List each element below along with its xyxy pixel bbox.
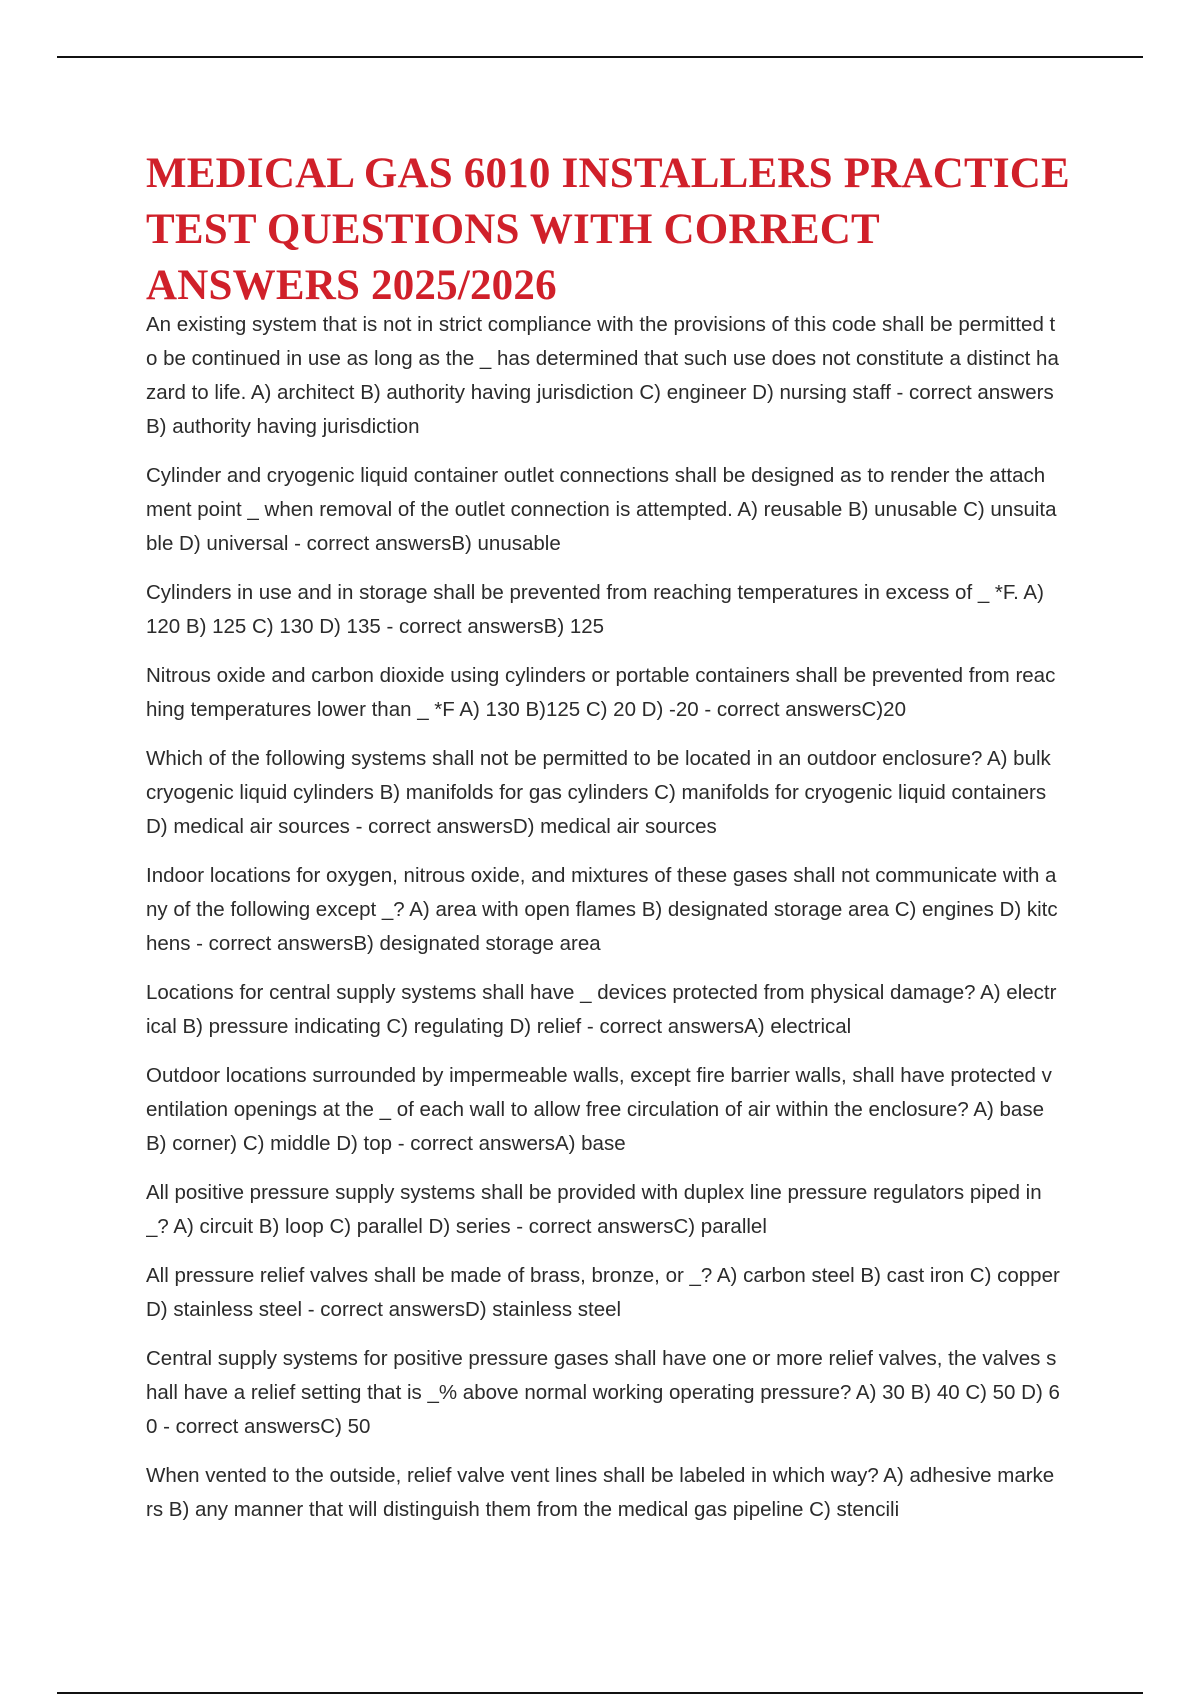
question-item: Central supply systems for positive pressure gases shall have one or more relief valves, the valves shall have a relief setting that is _% above normal working operating pressure? A) 30 B) 40 C) 50 D) 60 - correct answersC) 50 [146, 1347, 1060, 1438]
footer-rule [57, 1692, 1143, 1694]
page-title: MEDICAL GAS 6010 INSTALLERS PRACTICE TEST QUESTIONS WITH CORRECT ANSWERS 2025/2026 [146, 150, 1070, 309]
header-rule [57, 56, 1143, 58]
question-item: Which of the following systems shall not be permitted to be located in an outdoor enclosure? A) bulk cryogenic liquid cylinders B) manifolds for gas cylinders C) manifolds for cryogenic liquid containers D) medical air sources - correct answersD) medical air sources [146, 747, 1051, 838]
question-item: All positive pressure supply systems shall be provided with duplex line pressure regulators piped in _? A) circuit B) loop C) parallel D) series - correct answersC) parallel [146, 1181, 1042, 1238]
question-item: An existing system that is not in strict compliance with the provisions of this code shall be permitted to be continued in use as long as the _ has determined that such use does not constitute a distinct hazard to life. A) architect B) authority having jurisdiction C) engineer D) nursing staff - correct answersB) authority having jurisdiction [146, 313, 1059, 438]
question-item: Locations for central supply systems shall have _ devices protected from physical damage? A) electrical B) pressure indicating C) regulating D) relief - correct answersA) electrical [146, 981, 1057, 1038]
question-item: Indoor locations for oxygen, nitrous oxide, and mixtures of these gases shall not communicate with any of the following except _? A) area with open flames B) designated storage area C) engines D) kitchens - correct answersB) designated storage area [146, 864, 1058, 955]
question-item: When vented to the outside, relief valve vent lines shall be labeled in which way? A) adhesive markers B) any manner that will distinguish them from the medical gas pipeline C) stencili [146, 1464, 1055, 1521]
question-item: Cylinder and cryogenic liquid container outlet connections shall be designed as to render the attachment point _ when removal of the outlet connection is attempted. A) reusable B) unusable C) unsuitable D) universal - correct answersB) unusable [146, 464, 1057, 555]
question-item: Outdoor locations surrounded by impermeable walls, except fire barrier walls, shall have protected ventilation openings at the _ of each wall to allow free circulation of air within the enclosure? A) base B) corner) C) middle D) top - correct answersA) base [146, 1064, 1052, 1155]
question-list [146, 308, 1060, 1674]
question-item: Cylinders in use and in storage shall be prevented from reaching temperatures in excess of _ *F. A) 120 B) 125 C) 130 D) 135 - correct answersB) 125 [146, 581, 1044, 638]
question-item: Nitrous oxide and carbon dioxide using cylinders or portable containers shall be prevented from reaching temperatures lower than _ *F A) 130 B)125 C) 20 D) -20 - correct answersC)20 [146, 664, 1056, 721]
question-item: All pressure relief valves shall be made of brass, bronze, or _? A) carbon steel B) cast iron C) copper D) stainless steel - correct answersD) stainless steel [146, 1264, 1060, 1321]
